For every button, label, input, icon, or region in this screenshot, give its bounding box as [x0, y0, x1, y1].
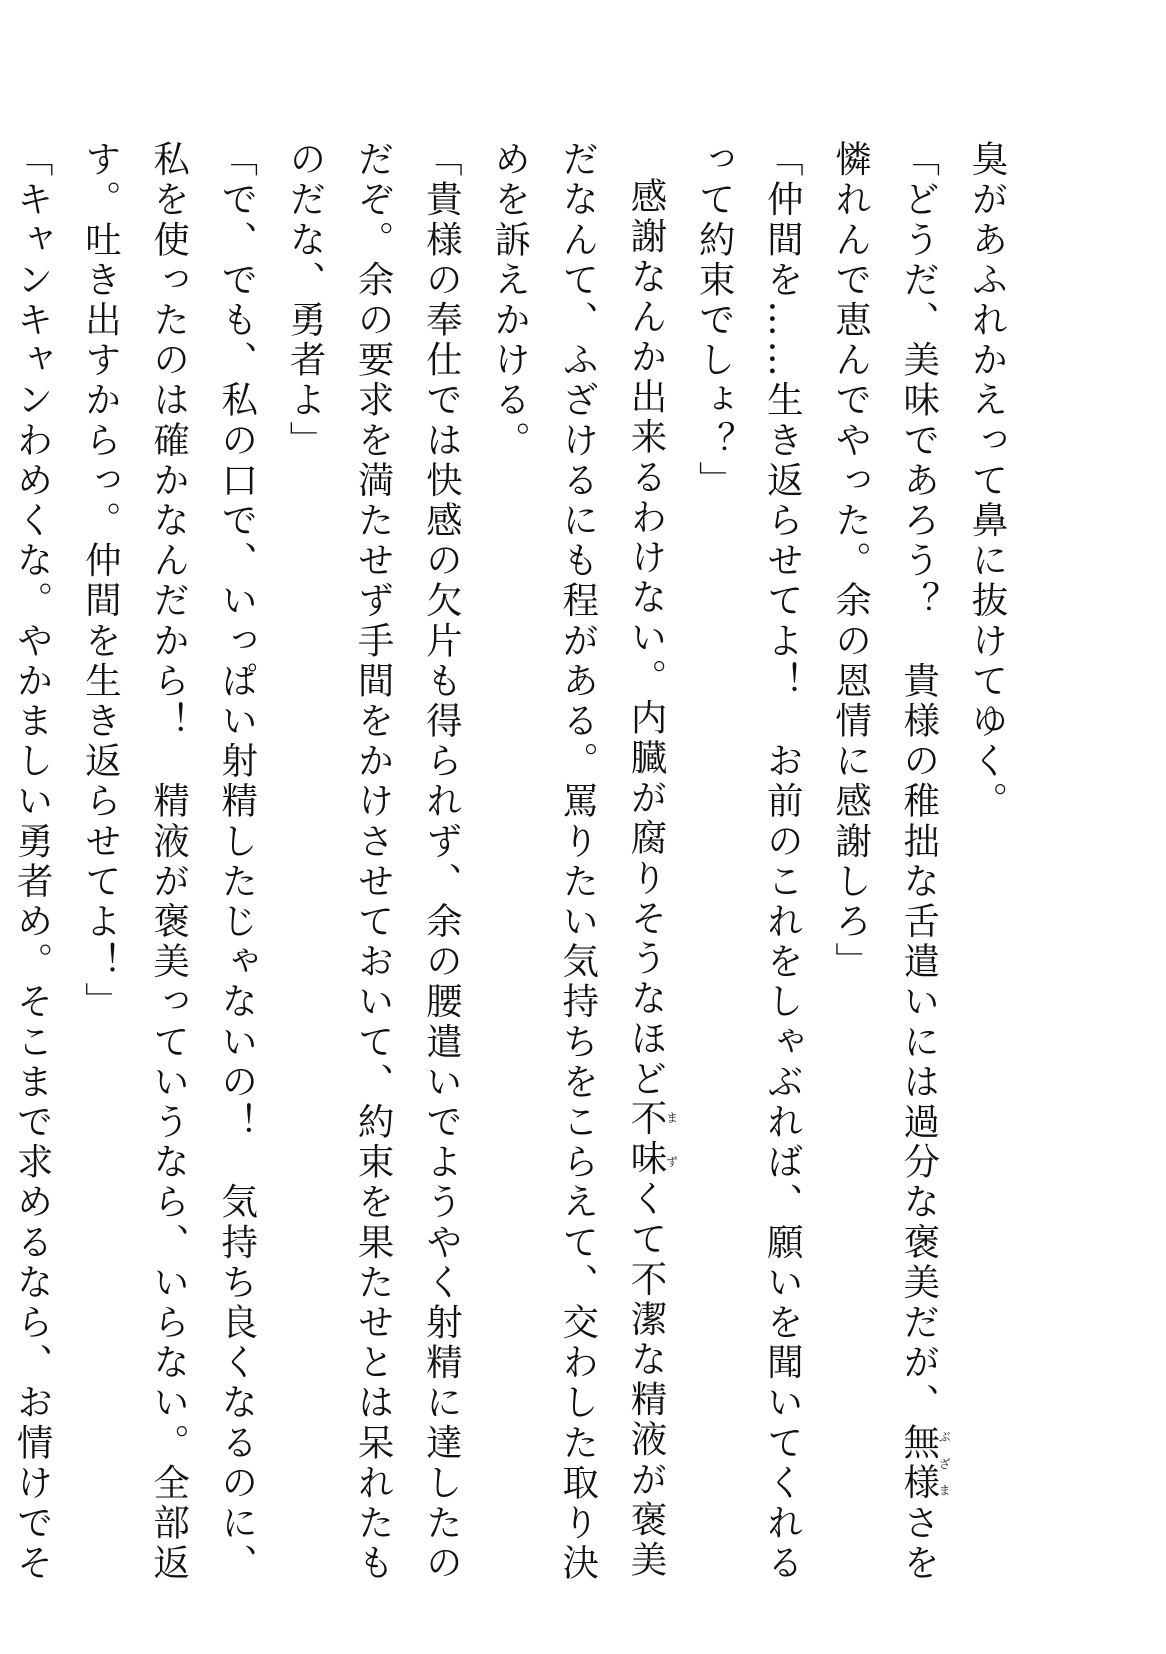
text-line-8	[475, 140, 543, 1610]
text-line-9	[407, 140, 475, 1610]
text-line-11	[271, 140, 339, 1610]
vertical-text-body	[11, 140, 1021, 1610]
line-text: 「キャンキャンわめくな。やかましい勇者め。そこまで求めるなら、お情けでそ	[11, 140, 55, 1584]
line-text: 「仲間を……生き返らせてよ！ お前のこれをしゃぶれば、願いを聞いてくれる	[761, 140, 805, 1584]
line-text: 「どうだ、美味であろう？ 貴様の稚拙な舌遣いには過分な褒美だが、	[897, 140, 941, 1424]
line-text: す。吐き出すからっ。仲間を生き返らせてよ！」	[79, 140, 123, 1023]
text-line-6	[612, 140, 680, 1610]
text-line-15	[0, 140, 66, 1610]
text-line-3	[816, 140, 884, 1610]
ruby-reading: ぶざま	[937, 1423, 952, 1504]
text-line-4	[748, 140, 816, 1610]
line-text: めを訴えかける。	[488, 140, 532, 461]
text-line-13	[134, 140, 202, 1610]
ruby-base: 無様	[897, 1423, 941, 1504]
line-text: 私を使ったのは確かなんだから！ 精液が褒美っていうなら、いらない。全部返	[147, 140, 191, 1584]
line-text: 臭があふれかえって鼻に抜けてゆく。	[966, 140, 1009, 822]
ruby-reading: まず	[664, 1098, 679, 1180]
text-line-7	[544, 140, 612, 1610]
furigana-ruby	[624, 1098, 679, 1180]
line-text: だぞ。余の要求を満たせず手間をかけさせておいて、約束を果たせとは呆れたも	[352, 140, 396, 1584]
text-line-14	[66, 140, 134, 1610]
line-text: 「貴様の奉仕では快感の欠片も得られず、余の腰遣いでようやく射精に達したの	[420, 140, 464, 1584]
text-line-5	[680, 140, 748, 1610]
line-text: 憐れんで恵んでやった。余の恩情に感謝しろ」	[829, 140, 873, 983]
text-line-12	[203, 140, 271, 1610]
line-text: 感謝なんか出来るわけない。内臓が腐りそうなほど	[624, 176, 668, 1099]
line-text: のだな、勇者よ」	[283, 140, 327, 461]
text-line-1	[953, 140, 1021, 1610]
furigana-ruby	[897, 1423, 952, 1504]
line-text: だなんて、ふざけるにも程がある。罵りたい気持ちをこらえて、交わした取り決	[556, 140, 600, 1584]
text-line-10	[339, 140, 407, 1610]
line-text-tail: くて不潔な精液が褒美	[624, 1179, 668, 1581]
text-line-2	[885, 140, 953, 1610]
line-text: って約束でしょ？」	[693, 140, 737, 501]
line-text: 「で、でも、私の口で、いっぱい射精したじゃないの！ 気持ち良くなるのに、	[215, 140, 259, 1584]
line-text-tail: さを	[897, 1503, 941, 1584]
ruby-base: 不味	[624, 1098, 668, 1180]
